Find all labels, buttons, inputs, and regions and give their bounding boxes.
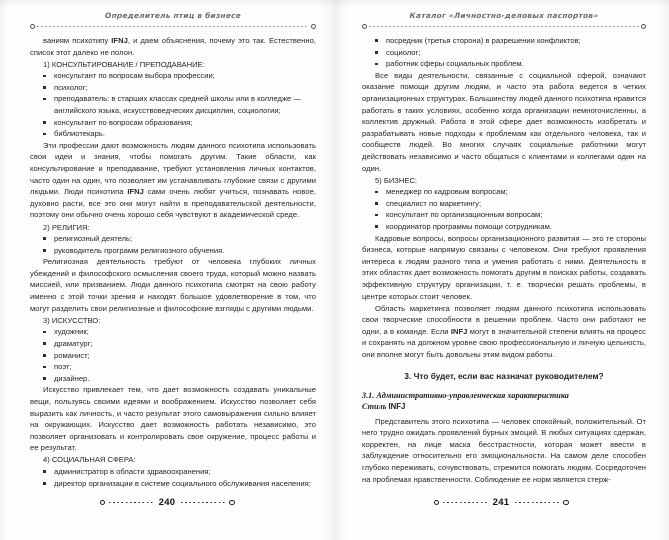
list-item [30, 93, 316, 116]
bulleted-list [30, 233, 316, 256]
bullet-square-icon [43, 86, 46, 89]
psychotype-code: INFJ [450, 326, 468, 336]
right-page-running-head: Каталог «Личностно-деловых паспортов» [409, 11, 599, 20]
folio-dashes-right [181, 502, 225, 503]
bullet-square-icon [375, 214, 378, 217]
folio-dot-left [100, 500, 106, 506]
bullet-square-icon [43, 75, 46, 78]
right-page-header-rule [362, 22, 646, 31]
list-item [362, 35, 646, 47]
list-heading: 3) ИСКУССТВО: [43, 315, 101, 325]
list-heading: 1) КОНСУЛЬТИРОВАНИЕ / ПРЕПОДАВАНИЕ: [43, 59, 205, 69]
list-item [362, 209, 646, 221]
left-page-running-head: Определитель птиц в бизнесе [104, 11, 242, 20]
bullet-square-icon [43, 331, 46, 334]
list-item-label: романист; [54, 350, 90, 360]
rule-dashes [37, 26, 309, 27]
subsection-title: 3.1. Административно-управленческая характеристика [362, 390, 569, 400]
psychotype-code: IFNJ [111, 36, 128, 45]
bullet-square-icon [43, 366, 46, 369]
bulleted-list [362, 35, 646, 70]
list-item-label: администратор в области здравоохранения; [54, 466, 211, 476]
list-item-label: психолог; [54, 82, 88, 92]
psychotype-code: IFNJ [127, 187, 144, 197]
left-page-number: 240 [158, 497, 176, 508]
list-item-label: консультант по вопросам выбора профессии; [54, 71, 215, 81]
section-title: 3. Что будет, если вас назначат руководителем? [404, 371, 604, 381]
list-heading: 5) БИЗНЕС: [375, 175, 418, 185]
list-item [362, 198, 646, 210]
bullet-square-icon [375, 191, 378, 194]
body-paragraph: Искусство привлекает тем, что дает возможность создавать уникальные вещи, пользуясь своими идеями и воображением. Искусство позволяет себя выразить как личность, и часто результат этого самовыражения сильно влияет на окружающих. Искусство дает возможность работать независимо, это позволяет организовать и контролировать свое окружение, процесс работы и ее результат. [30, 385, 316, 453]
list-item [362, 47, 646, 59]
list-item [30, 128, 316, 140]
list-item-label: координатор программы помощи сотрудникам. [386, 222, 552, 231]
list-item-label: преподаватель: в старших классах средней школы или в колледже — английского языка, искусствоведческих дисциплин, социологии; [54, 94, 301, 116]
bullet-square-icon [43, 482, 46, 485]
folio-dot-right [563, 500, 569, 506]
bullet-square-icon [43, 133, 46, 136]
bullet-square-icon [43, 377, 46, 380]
bulleted-list [30, 70, 316, 140]
list-item-label: библиотекарь. [54, 129, 105, 139]
left-page-header-rule [30, 22, 316, 31]
style-label-code: INFJ [388, 402, 406, 412]
body-paragraph: Представитель этого психотипа — человек спокойный, положительный. От него трудно ожидать проявлений бурных эмоций. В любых ситуациях сдержан, корректен, на лице маска бесстрастности, которая может ввести в заблуждение относительно его эмоциональности. На самом деле способен глубоко переживать, сочувствовать, стремится помогать людям. Сосредоточен на проблемах нравственности. Соблюдение ее норм является стерж- [362, 416, 646, 484]
body-paragraph: Эти профессии дают возможность людям данного психотипа использовать свои идеи и знания, чтобы помогать другим. Такие области, как консультирование и преподавание, требуют установления личных контактов, часто один на один, что позволяет им устанавливать глубокие связи с другими людьми. Люди психотипа IFNJ сами очень любят учиться, познавать новое, духовно расти, все это они могут найти в преподавательской деятельности, поэтому они обычно очень хорошо себя чувствуют в академической среде. [30, 140, 316, 220]
list-item [362, 186, 646, 198]
list-heading: 2) РЕЛИГИЯ: [43, 222, 90, 232]
list-item-label: поэт; [54, 362, 72, 372]
bullet-square-icon [375, 51, 378, 54]
list-item-label: консультант по организационным вопросам; [386, 210, 543, 220]
body-paragraph: Кадровые вопросы, вопросы организационного развития — это те стороны бизнеса, которые напрямую связаны с человеком. Они требуют проявления интереса к людям разного типа и умения работать с ними. Деятельность в этих областях дает возможность помогать другим в поисках работы, создавать эффективную структуру организации, т. е. творчески решать проблемы, в центре которых стоит человек. [362, 233, 646, 301]
body-paragraph: ваниям психотипу IFNJ, и даем объяснения, почему это так. Естественно, список этот далеко не полон. [30, 36, 316, 57]
body-paragraph: Область маркетинга позволяет людям данного психотипа использовать свои творческие способности в решении проблем. Часто они работают не одни, а в команде. Если INFJ могут в значительной степени влиять на процесс и сохранять на должном уровне свою профессиональную и личную цельность, они вполне могут быть довольны этим видом работы. [362, 303, 646, 360]
list-item-label: художник; [54, 327, 89, 337]
rule-end-dot-right [311, 24, 316, 29]
bullet-square-icon [43, 470, 46, 473]
bullet-square-icon [43, 121, 46, 124]
list-item-label: дизайнер. [54, 373, 90, 383]
list-item-label: специалист по маркетингу; [386, 198, 482, 208]
folio-dashes-left [109, 502, 153, 503]
list-item [30, 245, 316, 257]
left-page [0, 0, 334, 540]
bullet-square-icon [375, 39, 378, 42]
bullet-square-icon [43, 237, 46, 240]
bulleted-list [30, 326, 316, 384]
rule-end-dot-left [30, 24, 35, 29]
list-item [362, 58, 646, 70]
body-paragraph: Все виды деятельности, связанные с социальной сферой, означают оказание помощи другим людям, и часто эта работа ведется в четких организационных структурах. Большинству людей данного психотипа нравится работать в таких условиях, особенно когда организации немногочисленны, а коллектив дружный. Работа в этой сфере дает возможность изобретать и разрабатывать новые подходы к проблемам как отдельного человека, так и сообществ людей. Во многих случаях социальные работники могут действовать независимо и часто общаться с клиентами и коллегами один на один. [362, 70, 646, 173]
list-item-label: религиозный деятель; [54, 234, 133, 244]
bullet-square-icon [43, 354, 46, 357]
bulleted-list [30, 466, 316, 489]
list-heading: 4) СОЦИАЛЬНАЯ СФЕРА: [43, 455, 136, 465]
bullet-square-icon [375, 225, 378, 228]
bullet-square-icon [43, 249, 46, 252]
style-label [362, 401, 646, 413]
bullet-square-icon [375, 202, 378, 205]
right-page [334, 0, 668, 540]
folio-dashes-right [515, 502, 559, 503]
left-page-body [30, 35, 316, 489]
rule-end-dot-left [362, 24, 367, 29]
list-item-label: консультант по вопросам образования; [54, 117, 193, 127]
rule-end-dot-right [641, 24, 646, 29]
list-item-label: посредник (третья сторона) в разрешении конфликтов; [386, 36, 581, 45]
folio-dot-right [229, 500, 235, 506]
list-item [30, 350, 316, 362]
bulleted-list [362, 186, 646, 232]
list-item-label: руководитель программ религиозного обучения. [54, 245, 225, 255]
list-item [30, 70, 316, 82]
bullet-square-icon [375, 63, 378, 66]
folio-dashes-left [443, 502, 487, 503]
list-item-label: директор организации в системе социального обслуживания населения; [54, 478, 311, 488]
list-item [30, 478, 316, 490]
list-item [30, 117, 316, 129]
list-item [30, 361, 316, 373]
list-item [30, 466, 316, 478]
right-page-folio [334, 497, 668, 508]
list-item [362, 221, 646, 233]
folio-dot-left [434, 500, 440, 506]
style-label-word: Стиль [362, 402, 387, 412]
list-item [30, 82, 316, 94]
list-item-label: драматург; [54, 338, 93, 348]
list-item [30, 373, 316, 385]
left-page-folio [0, 497, 334, 508]
list-item-label: менеджер по кадровым вопросам; [386, 187, 508, 197]
right-page-number: 241 [492, 497, 510, 508]
list-item-label: работник сферы социальных проблем. [386, 59, 524, 69]
bullet-square-icon [43, 342, 46, 345]
body-paragraph: Религиозная деятельность требуют от человека глубоких личных убеждений и философского осмысления своего труда, который можно назвать миссией, или призванием. Люди данного психотипа смотрят на свою работу именно с этой точки зрения и находят большое удовлетворение в том, что могут разделить свои религиозные и философские взгляды с другими людьми. [30, 257, 316, 313]
list-item [30, 326, 316, 338]
rule-dashes [369, 26, 639, 27]
list-item [30, 233, 316, 245]
list-item-label: социолог; [386, 47, 421, 57]
list-item [30, 338, 316, 350]
bullet-square-icon [43, 98, 46, 101]
right-page-body [362, 35, 646, 485]
